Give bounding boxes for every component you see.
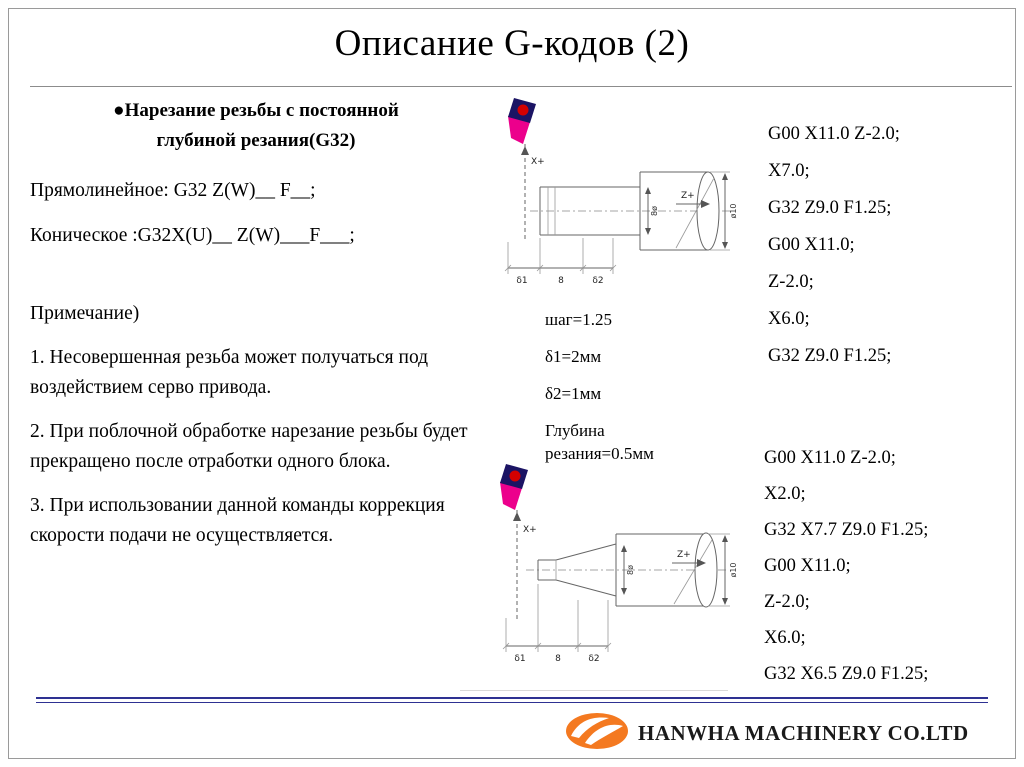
heading-line-2: глубиной резания(G32) — [156, 130, 356, 151]
gcode-line: G00 X11.0 Z-2.0; — [764, 448, 896, 468]
left-text-column — [30, 96, 482, 551]
gcode-line: G32 Z9.0 F1.25; — [768, 346, 892, 366]
dim-length-label: 8 — [558, 276, 564, 286]
company-name: HANWHA MACHINERY CO.LTD — [638, 721, 969, 745]
hanwha-logo-icon — [563, 710, 631, 752]
gcode-line: G32 Z9.0 F1.25; — [768, 198, 892, 218]
gcode-line: Z-2.0; — [768, 272, 814, 292]
svg-text:8ø: 8ø — [626, 565, 635, 575]
gcode-line: X6.0; — [768, 309, 810, 329]
gcode-line: G00 X11.0 Z-2.0; — [768, 124, 900, 144]
note-header: Примечание) — [30, 303, 140, 324]
param-delta1: δ1=2мм — [545, 347, 602, 366]
title-divider — [30, 86, 1012, 87]
gcode-line: X7.0; — [768, 161, 810, 181]
dim-delta1-label: δ1 — [516, 276, 528, 286]
note-2: 2. При поблочной обработке нарезание резьбы будет прекращено после отработки одного блока. — [30, 421, 468, 472]
svg-text:ø10: ø10 — [729, 562, 738, 578]
gcode-listing-straight — [768, 116, 900, 375]
straight-thread-format: Прямолинейное: G32 Z(W)__ F__; — [30, 180, 316, 201]
dim-delta1-label: δ1 — [514, 654, 526, 664]
gcode-listing-taper — [764, 440, 928, 692]
z-axis-label: Z+ — [677, 550, 691, 560]
diagram-straight-thread — [478, 92, 748, 287]
param-delta2: δ2=1мм — [545, 384, 602, 403]
dimension-lengths — [505, 238, 616, 286]
gcode-line: G32 X6.5 Z9.0 F1.25; — [764, 664, 929, 684]
gcode-line: Z-2.0; — [764, 592, 810, 612]
conical-thread-format: Коническое :G32X(U)__ Z(W)___F___; — [30, 225, 355, 246]
param-depth: Глубина резания=0.5мм — [545, 421, 654, 463]
gcode-line: G32 X7.7 Z9.0 F1.25; — [764, 520, 929, 540]
gcode-line: G00 X11.0; — [764, 556, 851, 576]
z-axis-label: Z+ — [681, 191, 695, 201]
svg-text:8ø: 8ø — [650, 206, 659, 216]
x-axis-arrow-icon — [521, 146, 529, 155]
dimension-lengths — [503, 584, 611, 664]
dim-delta2-label: δ2 — [588, 654, 600, 664]
note-1: 1. Несовершенная резьба может получаться под воздействием серво привода. — [30, 347, 429, 398]
dim-length-label: 8 — [555, 654, 561, 664]
dim-delta2-label: δ2 — [592, 276, 604, 286]
x-axis-arrow-icon — [513, 512, 521, 521]
page-title: Описание G-кодов (2) — [334, 23, 690, 64]
diagram-taper-thread — [478, 456, 748, 668]
thread-parameters — [545, 308, 715, 479]
gcode-line: X6.0; — [764, 628, 806, 648]
note-3: 3. При использовании данной команды коррекция скорости подачи не осуществляется. — [30, 495, 445, 546]
heading-line-1: ●Нарезание резьбы с постоянной — [113, 100, 399, 121]
param-pitch: шаг=1.25 — [545, 310, 612, 329]
x-axis-label: X+ — [531, 157, 545, 167]
footer-divider — [36, 697, 988, 703]
gcode-line: X2.0; — [764, 484, 806, 504]
x-axis-label: X+ — [523, 525, 537, 535]
svg-text:ø10: ø10 — [729, 203, 738, 219]
gcode-line: G00 X11.0; — [768, 235, 855, 255]
cutting-tool-icon — [500, 464, 528, 510]
section-heading — [30, 96, 482, 156]
cutting-tool-icon — [508, 98, 536, 144]
diagram-bottom-edge — [460, 690, 728, 691]
